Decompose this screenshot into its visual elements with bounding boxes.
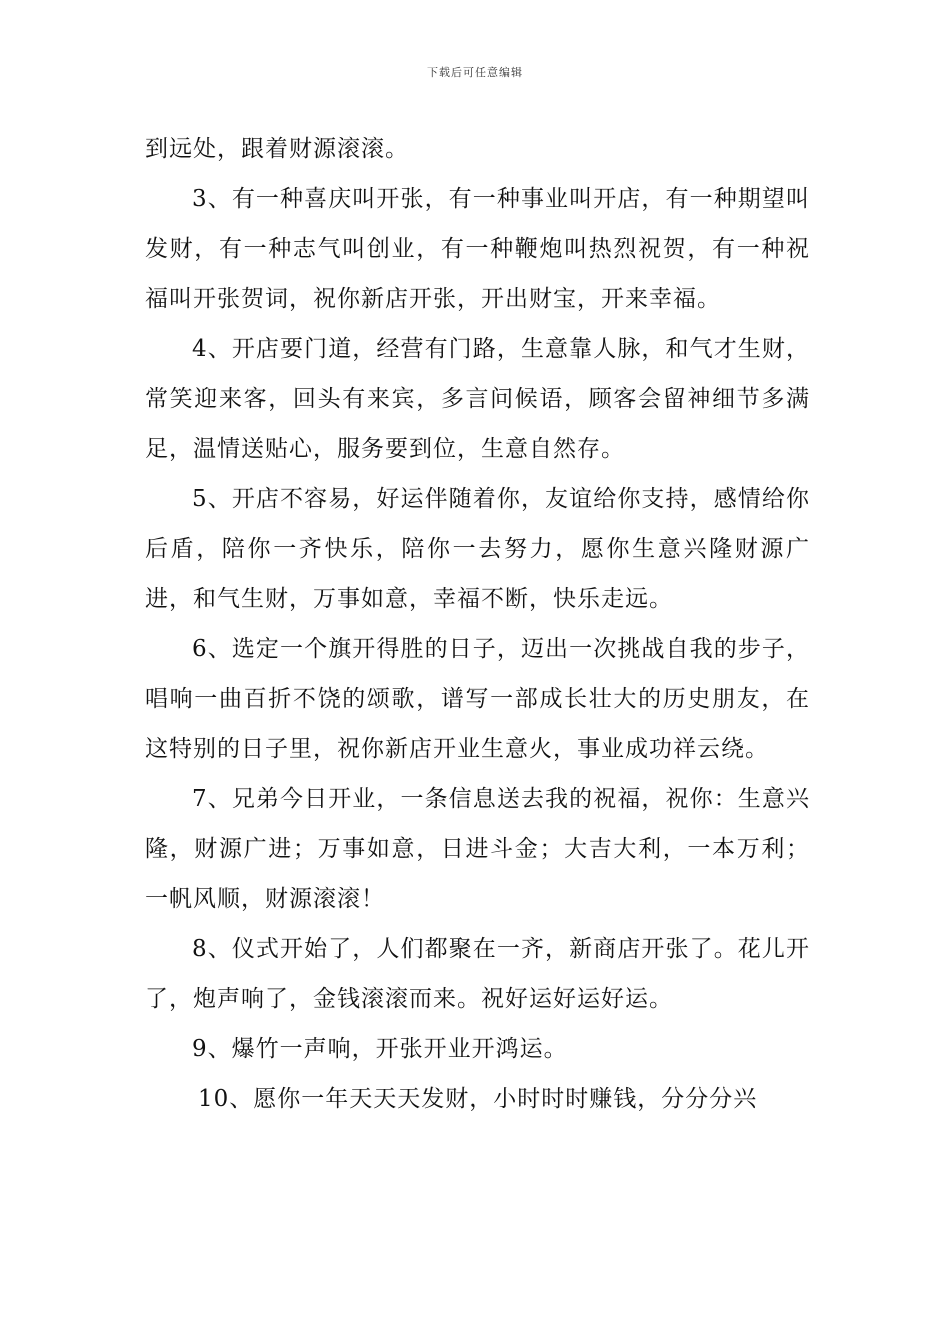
paragraph-item-6: 6、选定一个旗开得胜的日子，迈出一次挑战自我的步子，唱响一曲百折不饶的颂歌，谱写一部成长壮大的历史朋友，在这特别的日子里，祝你新店开业生意火，事业成功祥云绕。 <box>145 636 810 762</box>
paragraph-item-8: 8、仪式开始了，人们都聚在一齐，新商店开张了。花儿开了，炮声响了，金钱滚滚而来。祝好运好运好运。 <box>145 936 810 1012</box>
paragraph-continuation: 到远处，跟着财源滚滚。 <box>145 136 409 162</box>
paragraph-item-5: 5、开店不容易，好运伴随着你，友谊给你支持，感情给你后盾，陪你一齐快乐，陪你一去努力，愿你生意兴隆财源广进，和气生财，万事如意，幸福不断，快乐走远。 <box>145 486 810 612</box>
page-header-note: 下载后可任意编辑 <box>427 66 523 79</box>
document-body <box>145 124 810 1124</box>
paragraph-item-10: 10、愿你一年天天天发财，小时时时赚钱，分分分兴 <box>198 1086 758 1112</box>
paragraph-item-7: 7、兄弟今日开业，一条信息送去我的祝福，祝你：生意兴隆，财源广进；万事如意，日进斗金；大吉大利，一本万利；一帆风顺，财源滚滚！ <box>145 786 810 912</box>
paragraph-item-3: 3、有一种喜庆叫开张，有一种事业叫开店，有一种期望叫发财，有一种志气叫创业，有一种鞭炮叫热烈祝贺，有一种祝福叫开张贺词，祝你新店开张，开出财宝，开来幸福。 <box>145 186 810 312</box>
paragraph-item-4: 4、开店要门道，经营有门路，生意靠人脉，和气才生财，常笑迎来客，回头有来宾，多言问候语，顾客会留神细节多满足，温情送贴心，服务要到位，生意自然存。 <box>145 336 810 462</box>
paragraph-item-9: 9、爆竹一声响，开张开业开鸿运。 <box>192 1036 568 1062</box>
